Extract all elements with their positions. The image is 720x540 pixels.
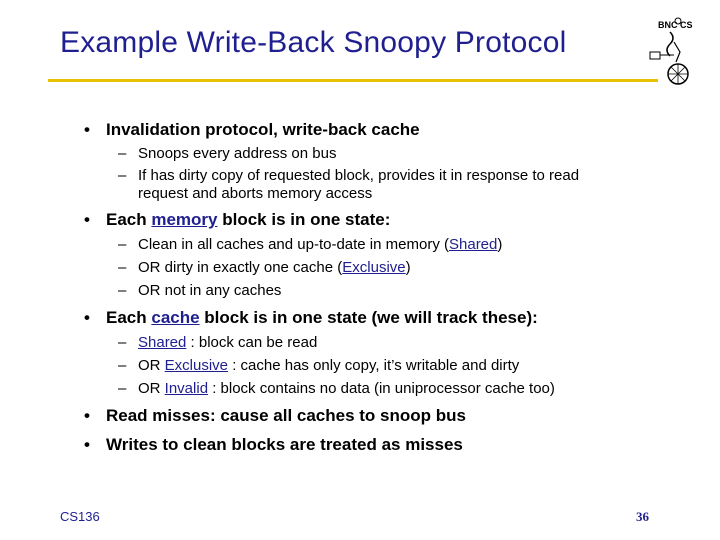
page-number: 36 bbox=[636, 509, 649, 524]
bullet-3-text-pre: Each bbox=[106, 308, 152, 327]
bullet-2-sub-1-pre: Clean in all caches and up-to-date in memory ( bbox=[138, 236, 449, 253]
exclusive-link[interactable]: Exclusive bbox=[342, 259, 406, 276]
bullet-2-text-pre: Each bbox=[106, 210, 152, 229]
bullet-1-sub-2-line-1: If has dirty copy of requested block, provides it in response to read bbox=[138, 167, 580, 184]
bullet-2-sub-1-post: ) bbox=[497, 236, 503, 253]
dash-marker: – bbox=[118, 334, 127, 351]
bullet-2-sub-2-post: ) bbox=[405, 259, 411, 276]
bullet-dot: • bbox=[84, 210, 90, 229]
logo-text-bnc: BNC bbox=[658, 20, 678, 30]
shared-link[interactable]: Shared bbox=[138, 334, 187, 351]
bullet-5 bbox=[84, 435, 463, 455]
dash-marker: – bbox=[118, 236, 127, 253]
dash-marker: – bbox=[118, 259, 127, 276]
bullet-dot: • bbox=[84, 406, 90, 425]
bullet-5-text: Writes to clean blocks are treated as misses bbox=[106, 435, 463, 454]
bullet-3 bbox=[84, 308, 538, 328]
bullet-1 bbox=[84, 120, 420, 140]
bullet-3-sub-1-post: : block can be read bbox=[186, 334, 318, 351]
dash-marker: – bbox=[118, 282, 127, 299]
bullet-1-sub-1 bbox=[118, 145, 336, 162]
bullet-dot: • bbox=[84, 308, 90, 327]
bullet-1-sub-1-text: Snoops every address on bus bbox=[138, 145, 337, 162]
memory-link[interactable]: memory bbox=[151, 210, 218, 229]
bullet-3-sub-2-post: : cache has only copy, it’s writable and dirty bbox=[228, 357, 520, 374]
bullet-dot: • bbox=[84, 435, 90, 454]
logo-text-cs: CS bbox=[680, 20, 693, 30]
dash-marker: – bbox=[118, 145, 127, 162]
bullet-1-sub-2-cont bbox=[138, 185, 372, 202]
bullet-3-sub-2 bbox=[118, 357, 519, 374]
bullet-3-sub-2-pre: OR bbox=[138, 357, 165, 374]
bullet-1-text: Invalidation protocol, write-back cache bbox=[106, 120, 420, 139]
bullet-2-sub-1 bbox=[118, 236, 502, 253]
bullet-3-text-post: block is in one state (we will track these): bbox=[199, 308, 538, 327]
bullet-2 bbox=[84, 210, 390, 230]
title-underline bbox=[48, 79, 658, 82]
bullet-1-sub-2-line-2: request and aborts memory access bbox=[138, 185, 373, 202]
bullet-2-text-post: block is in one state: bbox=[217, 210, 391, 229]
shared-link[interactable]: Shared bbox=[449, 236, 498, 253]
bullet-3-sub-1 bbox=[118, 334, 317, 351]
bullet-2-sub-2 bbox=[118, 259, 411, 276]
bullet-4 bbox=[84, 406, 466, 426]
dash-marker: – bbox=[118, 380, 127, 397]
exclusive-link[interactable]: Exclusive bbox=[164, 357, 229, 374]
bullet-4-text: Read misses: cause all caches to snoop bus bbox=[106, 406, 466, 425]
course-label: CS136 bbox=[60, 509, 100, 524]
bullet-1-sub-2 bbox=[118, 167, 579, 184]
bullet-dot: • bbox=[84, 120, 90, 139]
dash-marker: – bbox=[118, 167, 127, 184]
bullet-2-sub-3-text: OR not in any caches bbox=[138, 282, 282, 299]
bullet-2-sub-3 bbox=[118, 282, 281, 299]
bullet-3-sub-3 bbox=[118, 380, 555, 397]
bullet-3-sub-3-post: : block contains no data (in uniprocessor cache too) bbox=[208, 380, 555, 397]
slide-title: Example Write-Back Snoopy Protocol bbox=[60, 26, 567, 59]
bullet-3-sub-3-pre: OR bbox=[138, 380, 165, 397]
bicycle-logo-icon bbox=[648, 12, 698, 90]
dash-marker: – bbox=[118, 357, 127, 374]
bullet-2-sub-2-pre: OR dirty in exactly one cache ( bbox=[138, 259, 343, 276]
cache-link[interactable]: cache bbox=[151, 308, 200, 327]
invalid-link[interactable]: Invalid bbox=[164, 380, 209, 397]
